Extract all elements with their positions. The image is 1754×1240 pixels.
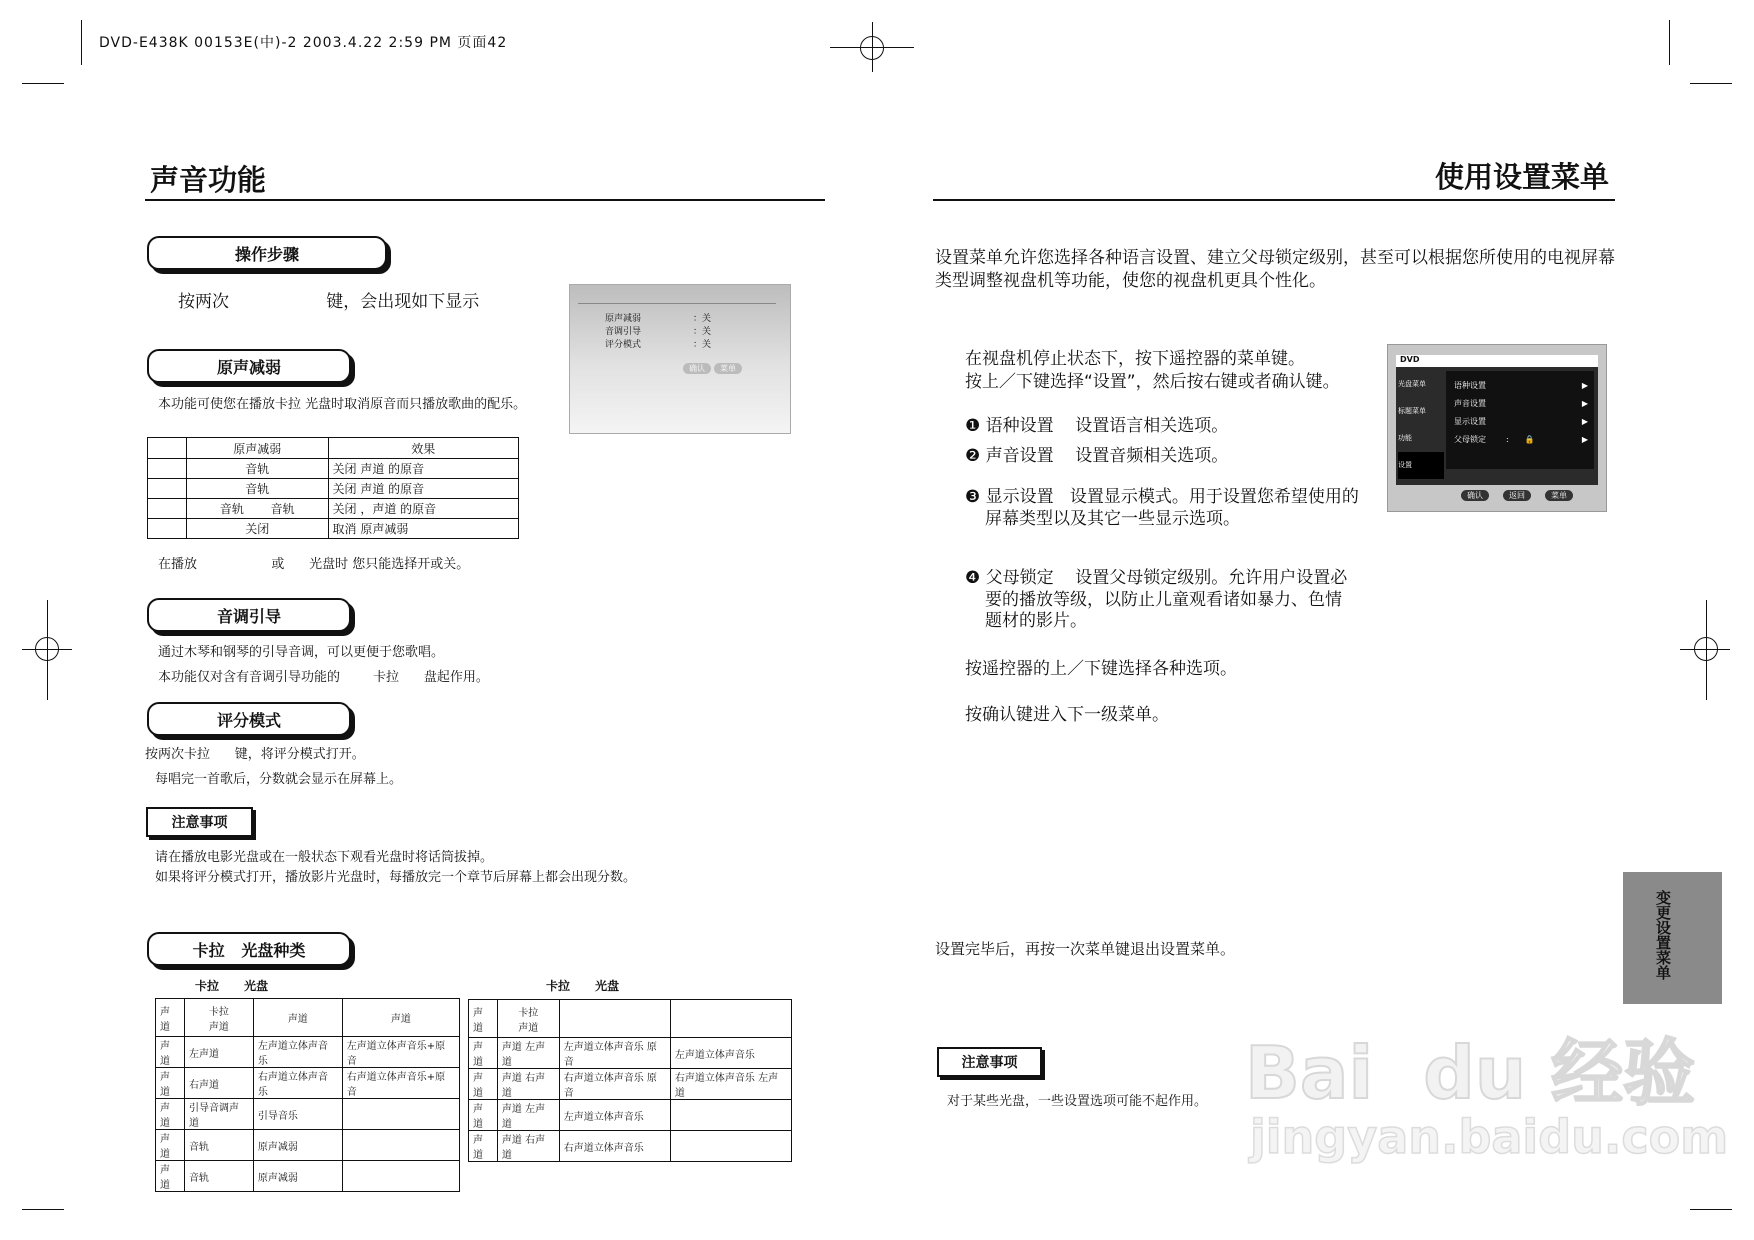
karaoke-table-2: 声道 卡拉 声道 声道 声道 左声道 左声道立体声音乐 原音 左声道立体声音乐 声道 声道 右声道 右声道立体声音乐 原音 右声道立体声音乐 左声道 声道 声道 左声道 左声道立体声音乐 声道 声道 右声道 右声道立体声音乐 (468, 999, 792, 1162)
menu-side-setup: 设置 (1398, 452, 1444, 479)
steps-line: 按两次 键，会出现如下显示 (178, 292, 480, 312)
registration-circle (35, 637, 59, 661)
item-display: ❸ 显示设置 设置显示模式。用于设置您希望使用的 (965, 487, 1359, 507)
lock-icon: 🔒 (1524, 435, 1535, 444)
done-line: 设置完毕后，再按一次菜单键退出设置菜单。 (935, 940, 1236, 958)
score-line1: 按两次卡拉 键，将评分模式打开。 (145, 747, 365, 762)
crop-mark (22, 1209, 64, 1210)
crop-mark (81, 20, 82, 65)
intro-line2: 类型调整视盘机等功能，使您的视盘机更具个性化。 (935, 271, 1326, 291)
section-steps: 操作步骤 (147, 236, 387, 270)
page-title-right: 使用设置菜单 (1435, 160, 1610, 194)
item-parental: ❹ 父母锁定 设置父母锁定级别。允许用户设置必 (965, 568, 1348, 588)
menu-side-function: 功能 (1398, 434, 1412, 442)
section-vocal-cancel: 原声减弱 (147, 349, 351, 383)
menu-item-language: 语种设置 ▶ (1454, 381, 1588, 390)
crop-mark (22, 83, 64, 84)
vocal-text: 本功能可使您在播放卡拉 光盘时取消原音而只播放歌曲的配乐。 (158, 397, 527, 412)
item-parental-3: 题材的影片。 (985, 611, 1087, 631)
intro-line1: 设置菜单允许您选择各种语言设置、建立父母锁定级别，甚至可以根据您所使用的电视屏幕 (935, 248, 1615, 268)
registration-circle (860, 36, 884, 60)
item-language: ❶ 语种设置 设置语言相关选项。 (965, 416, 1229, 436)
crop-mark (1669, 20, 1670, 65)
chapter-tab: 变更设置菜单 (1623, 872, 1722, 1004)
vocal-note: 在播放 或 光盘时 您只能选择开或关。 (158, 557, 470, 572)
caution-right-text: 对于某些光盘，一些设置选项可能不起作用。 (947, 1094, 1208, 1109)
menu-item-audio: 声音设置 ▶ (1454, 399, 1588, 408)
item-parental-2: 要的播放等级，以防止儿童观看诸如暴力、色情 (985, 590, 1342, 610)
print-header: DVD-E438K 00153E(中)-2 2003.4.22 2:59 PM 页面42 (99, 35, 508, 51)
watermark-brand: Bai du 经验 (1245, 1031, 1696, 1115)
section-key-guide: 音调引导 (147, 598, 351, 632)
key-line1: 通过木琴和钢琴的引导音调，可以更便于您歌唱。 (158, 645, 445, 660)
caution-label-left: 注意事项 (146, 807, 253, 837)
caution-left-line2: 如果将评分模式打开，播放影片光盘时，每播放完一个章节后屏幕上都会出现分数。 (155, 870, 637, 885)
title-rule (145, 199, 825, 201)
vocal-table: 原声减弱 效果 音轨 关闭 声道 的原音 音轨 关闭 声道 的原音 音轨 音轨 关闭 ，声道 的原音 关闭 取消 原声减弱 (147, 437, 519, 539)
menu-item-display: 显示设置 ▶ (1454, 417, 1588, 426)
item-audio: ❷ 声音设置 设置音频相关选项。 (965, 446, 1229, 466)
crop-mark (1690, 83, 1732, 84)
title-rule (933, 199, 1615, 201)
registration-circle (1694, 637, 1718, 661)
screen-audio-menu: 原声减弱 ：关 音调引导 ：关 评分模式 ：关 确认 菜单 (569, 284, 791, 434)
item-display-2: 屏幕类型以及其它一些显示选项。 (985, 509, 1240, 529)
caution-left-line1: 请在播放电影光盘或在一般状态下观看光盘时将话筒拔掉。 (155, 850, 494, 865)
karaoke-sub2: 卡拉 光盘 (546, 979, 620, 993)
page-title-left: 声音功能 (150, 163, 267, 197)
step-line4: 按确认键进入下一级菜单。 (965, 705, 1169, 725)
step-line3: 按遥控器的上／下键选择各种选项。 (965, 659, 1237, 679)
karaoke-sub1: 卡拉 光盘 (195, 979, 269, 993)
section-score-mode: 评分模式 (147, 702, 351, 736)
key-line2: 本功能仅对含有音调引导功能的 卡拉 盘起作用。 (158, 670, 489, 685)
crop-mark (1690, 1209, 1732, 1210)
step-line2: 按上／下键选择“设置”，然后按右键或者确认键。 (965, 372, 1340, 392)
screen-setup-menu: DVD 光盘菜单 标题菜单 功能 设置 语种设置 ▶ 声音设置 ▶ 显示设置 ▶ 父母锁定 : 🔒 ▶ 确认 返回 菜单 (1387, 344, 1607, 512)
menu-side-disc: 光盘菜单 (1398, 380, 1426, 388)
score-line2: 每唱完一首歌后，分数就会显示在屏幕上。 (155, 772, 403, 787)
section-karaoke-types: 卡拉 光盘种类 (147, 932, 351, 966)
menu-item-parental: 父母锁定 : 🔒 ▶ (1454, 435, 1588, 444)
caution-label-right: 注意事项 (937, 1047, 1042, 1077)
karaoke-table-1: 声道 卡拉 声道 声道 声道 声道 左声道 左声道立体声音乐 左声道立体声音乐+原音 声道 右声道 右声道立体声音乐 右声道立体声音乐+原音 声道 引导音调声道 引导音乐 声道 音轨 原声减弱 声道 音轨 原声减弱 (155, 998, 460, 1192)
watermark-url: jingyan.baidu.com (1250, 1110, 1729, 1164)
menu-side-title: 标题菜单 (1398, 407, 1426, 415)
step-line1: 在视盘机停止状态下，按下遥控器的菜单键。 (965, 349, 1305, 369)
